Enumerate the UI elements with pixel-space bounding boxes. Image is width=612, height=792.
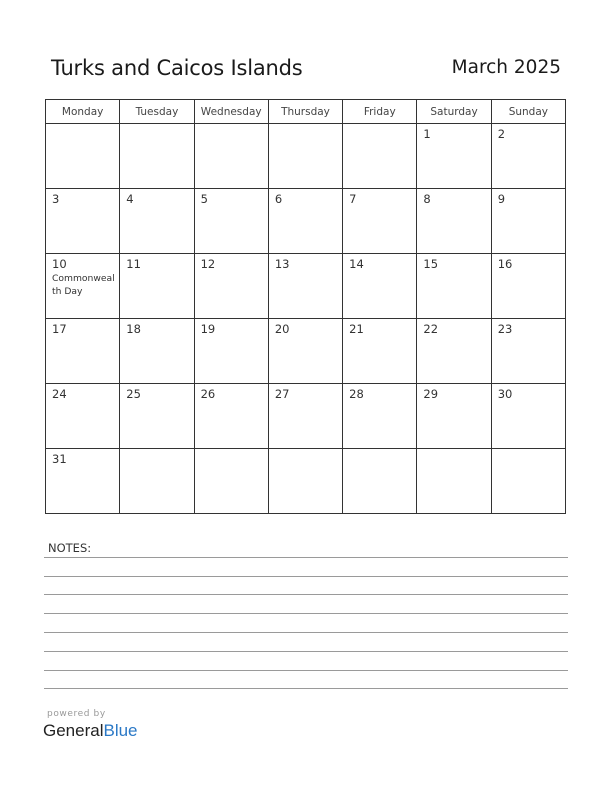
powered-by-text: powered by xyxy=(47,709,106,719)
day-number: 15 xyxy=(423,257,439,271)
day-number: 31 xyxy=(52,452,67,466)
note-line xyxy=(44,594,568,595)
day-cell xyxy=(194,449,268,514)
day-number: 11 xyxy=(126,257,141,271)
day-cell xyxy=(417,384,491,449)
day-cell xyxy=(268,384,342,449)
day-number: 3 xyxy=(52,192,60,206)
day-cell xyxy=(268,449,342,514)
day-cell xyxy=(343,384,417,449)
calendar-body xyxy=(46,124,566,514)
day-cell xyxy=(417,124,491,189)
day-number: 5 xyxy=(200,192,208,206)
day-cell xyxy=(343,319,417,384)
day-number: 4 xyxy=(126,192,134,206)
day-cell xyxy=(194,254,268,319)
day-cell xyxy=(491,319,565,384)
day-cell xyxy=(194,384,268,449)
day-cell xyxy=(491,384,565,449)
brand-general: General xyxy=(43,721,104,740)
note-line xyxy=(44,557,568,558)
note-line xyxy=(44,670,568,671)
weekday-header: Tuesday xyxy=(120,100,194,124)
day-number: 16 xyxy=(497,257,513,271)
week-row xyxy=(46,319,566,384)
day-number: 12 xyxy=(200,257,216,271)
day-cell xyxy=(194,124,268,189)
day-cell xyxy=(343,124,417,189)
week-row xyxy=(46,254,566,319)
day-cell xyxy=(46,124,120,189)
weekday-header: Thursday xyxy=(268,100,342,124)
day-number: 30 xyxy=(497,387,513,401)
week-row xyxy=(46,124,566,189)
holiday-label: Commonwealth Day xyxy=(52,273,115,297)
day-cell xyxy=(417,189,491,254)
day-number: 8 xyxy=(423,192,431,206)
day-number: 27 xyxy=(274,387,290,401)
day-number: 25 xyxy=(126,387,141,401)
day-number: 18 xyxy=(126,322,141,336)
weekday-header: Friday xyxy=(343,100,417,124)
notes-label: NOTES: xyxy=(48,541,92,555)
calendar-title: Turks and Caicos Islands xyxy=(51,56,303,80)
day-number: 10 xyxy=(52,257,67,271)
day-cell xyxy=(268,189,342,254)
brand-logo xyxy=(43,721,138,741)
day-cell xyxy=(194,319,268,384)
day-cell xyxy=(46,384,120,449)
day-cell xyxy=(491,449,565,514)
day-cell xyxy=(46,189,120,254)
day-cell xyxy=(417,254,491,319)
day-cell xyxy=(46,319,120,384)
day-number: 28 xyxy=(349,387,364,401)
weekday-header: Wednesday xyxy=(194,100,268,124)
note-line xyxy=(44,651,568,652)
note-line xyxy=(44,632,568,633)
day-number: 20 xyxy=(274,322,290,336)
day-number: 6 xyxy=(274,192,283,206)
weekday-header: Sunday xyxy=(491,100,565,124)
day-cell xyxy=(343,254,417,319)
note-line xyxy=(44,688,568,689)
day-number: 17 xyxy=(52,322,67,336)
day-cell xyxy=(120,449,194,514)
weekday-header-row xyxy=(46,100,566,124)
week-row xyxy=(46,384,566,449)
day-number: 13 xyxy=(274,257,290,271)
day-number: 21 xyxy=(349,322,364,336)
day-cell xyxy=(194,189,268,254)
week-row xyxy=(46,449,566,514)
day-cell xyxy=(120,254,194,319)
month-year-label: March 2025 xyxy=(451,57,561,78)
day-number: 24 xyxy=(52,387,67,401)
day-cell xyxy=(491,254,565,319)
day-cell xyxy=(343,189,417,254)
day-cell xyxy=(120,319,194,384)
day-cell xyxy=(46,254,120,319)
day-number: 22 xyxy=(423,322,439,336)
brand-blue: Blue xyxy=(103,721,138,740)
day-cell xyxy=(46,449,120,514)
day-number: 23 xyxy=(497,322,513,336)
note-line xyxy=(44,613,568,614)
day-cell xyxy=(268,319,342,384)
day-cell xyxy=(268,254,342,319)
day-number: 1 xyxy=(423,127,431,141)
day-number: 29 xyxy=(423,387,439,401)
day-cell xyxy=(417,319,491,384)
day-number: 19 xyxy=(200,322,216,336)
day-number: 9 xyxy=(497,192,506,206)
day-cell xyxy=(343,449,417,514)
weekday-header: Monday xyxy=(46,100,120,124)
day-number: 14 xyxy=(349,257,364,271)
day-number: 26 xyxy=(200,387,216,401)
day-cell xyxy=(491,124,565,189)
calendar-grid xyxy=(45,99,566,514)
day-cell xyxy=(120,124,194,189)
day-cell xyxy=(120,384,194,449)
weekday-header: Saturday xyxy=(417,100,491,124)
day-cell xyxy=(417,449,491,514)
day-cell xyxy=(268,124,342,189)
week-row xyxy=(46,189,566,254)
day-cell xyxy=(491,189,565,254)
note-line xyxy=(44,576,568,577)
day-cell xyxy=(120,189,194,254)
day-number: 2 xyxy=(497,127,506,141)
day-number: 7 xyxy=(349,192,357,206)
